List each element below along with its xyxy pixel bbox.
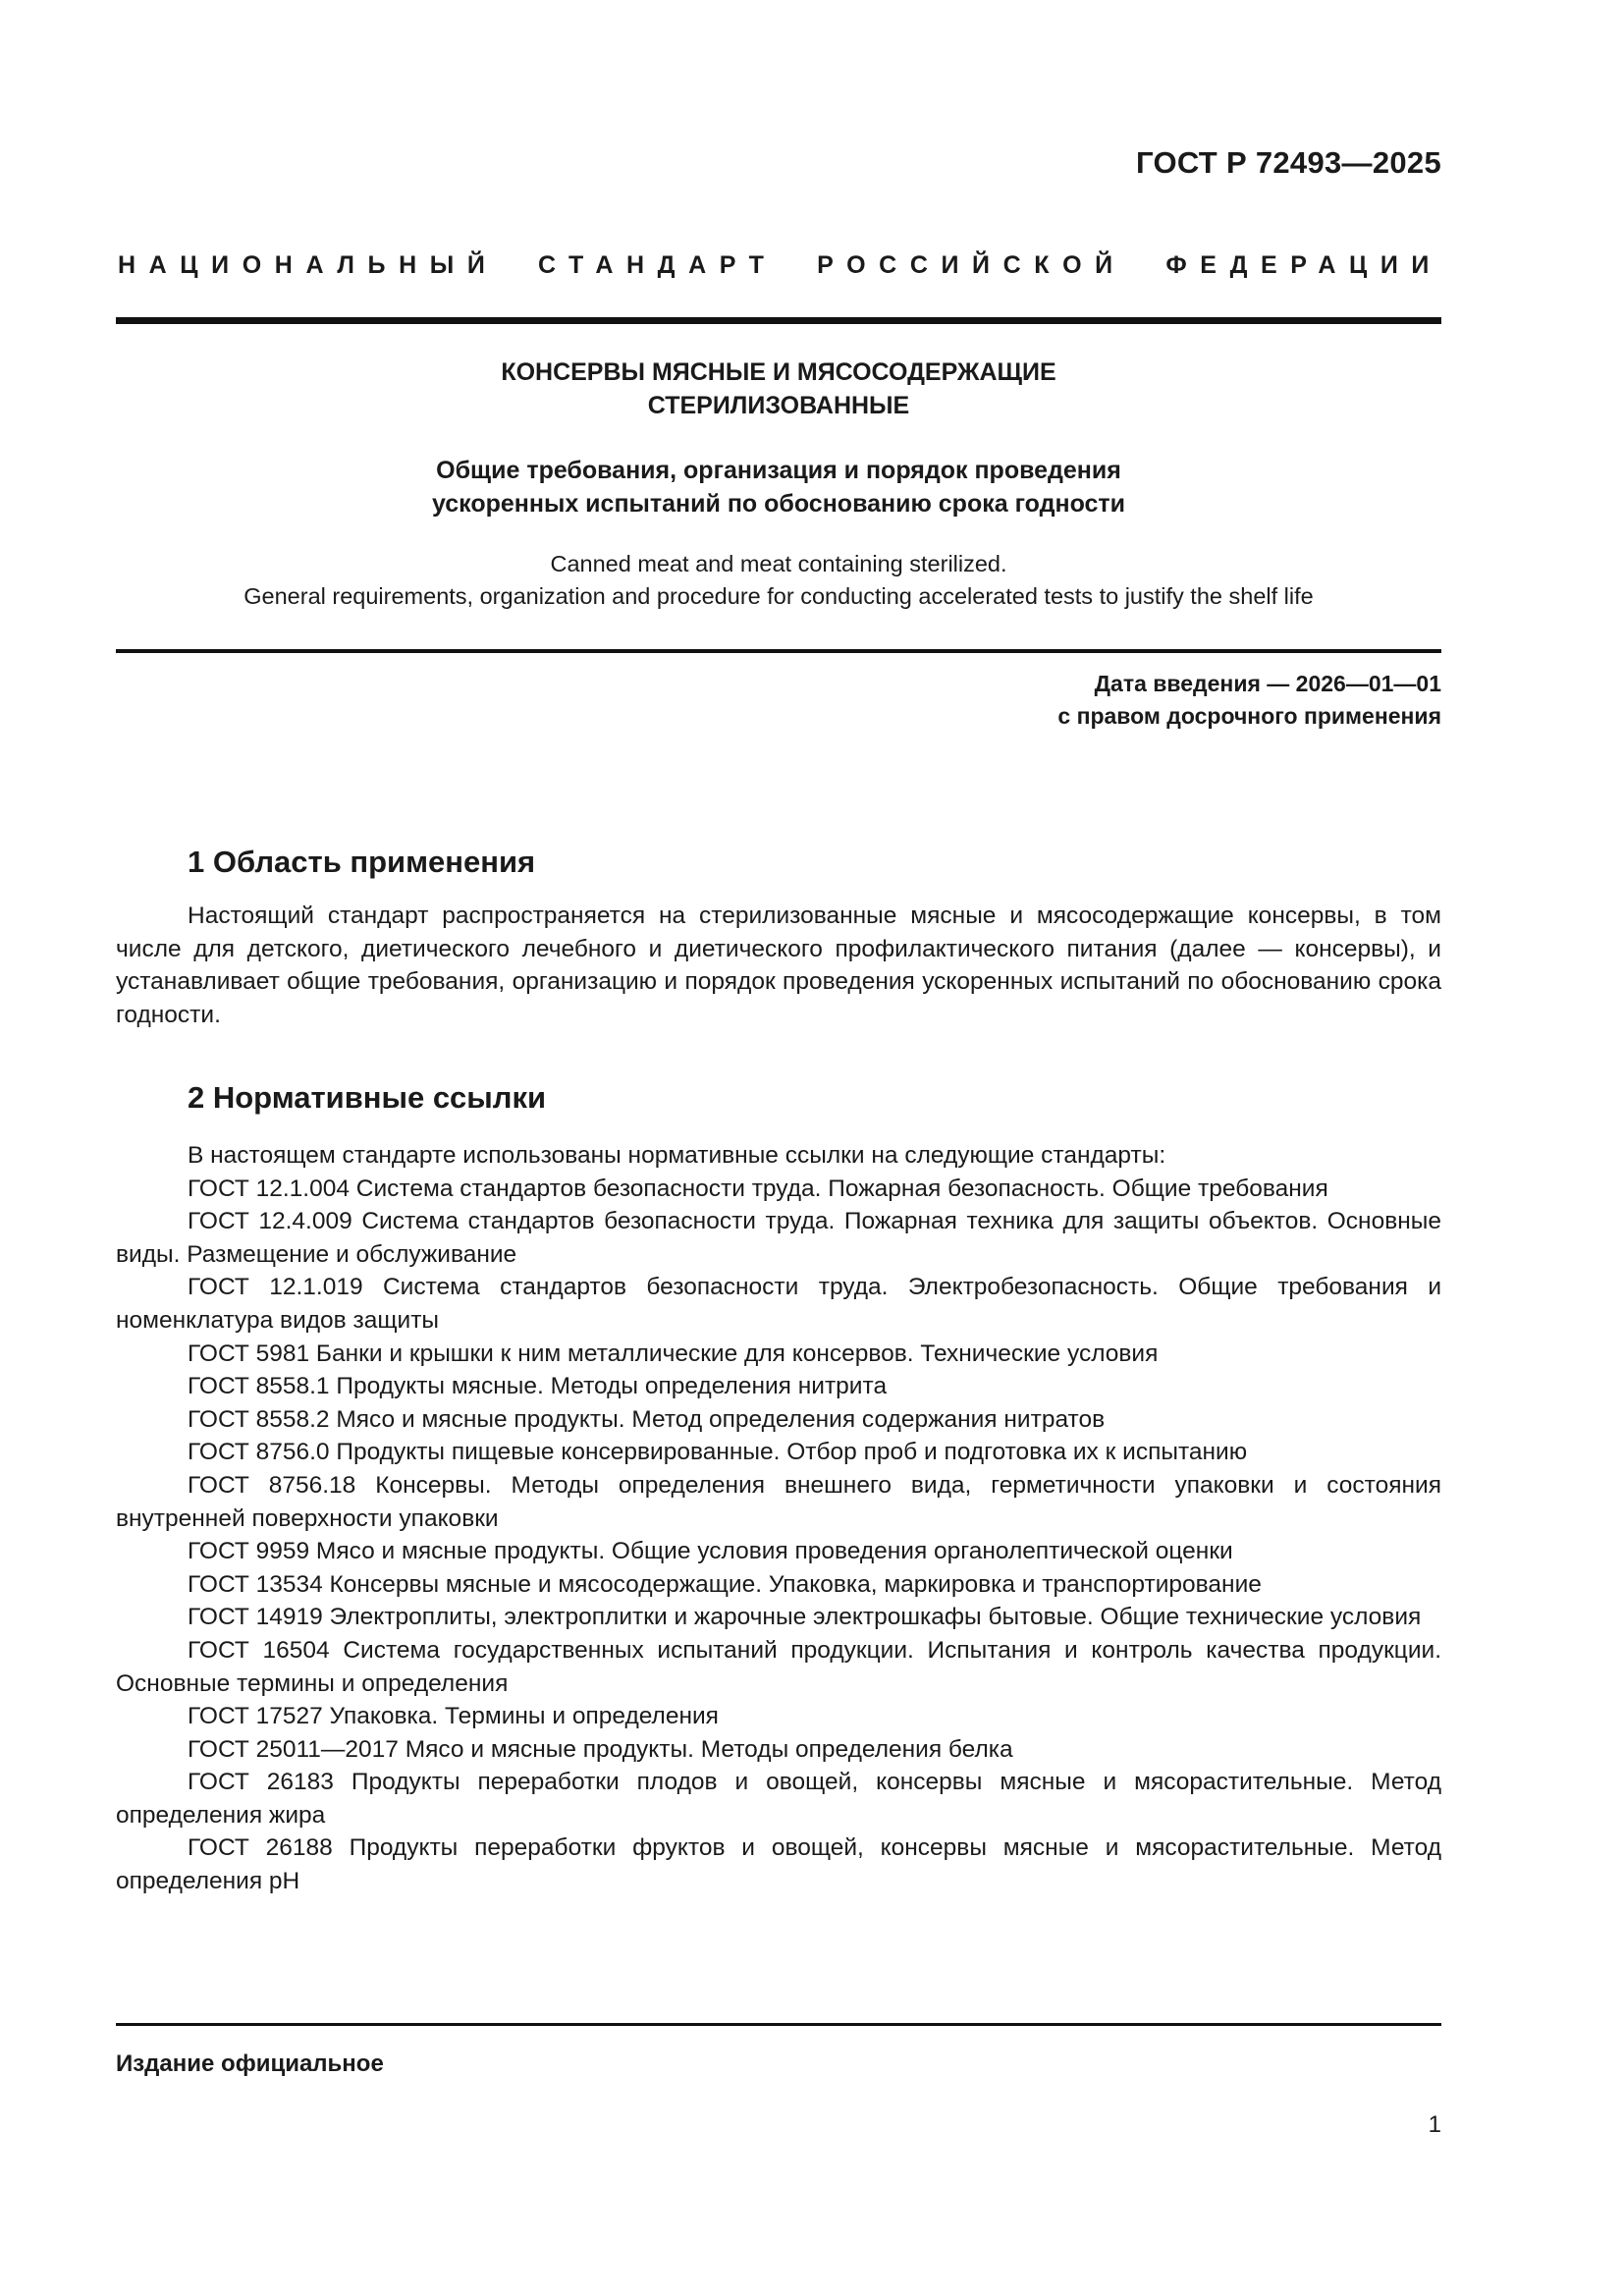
reference-item: ГОСТ 8756.18 Консервы. Методы определения внешнего вида, герметичности упаковки и состояния внутренней поверхности упаковки — [116, 1471, 1441, 1532]
national-standard-caption: НАЦИОНАЛЬНЫЙ СТАНДАРТ РОССИЙСКОЙ ФЕДЕРАЦИИ — [118, 251, 1442, 279]
english-title-line: General requirements, organization and procedure for conducting accelerated tests to justify the shelf life — [243, 583, 1314, 609]
reference-item: ГОСТ 12.1.019 Система стандартов безопасности труда. Электробезопасность. Общие требования и номенклатура видов защиты — [116, 1274, 1441, 1334]
reference-item: ГОСТ 26183 Продукты переработки плодов и овощей, консервы мясные и мясорастительные. Метод определения жира — [116, 1769, 1441, 1829]
scope-paragraph: Настоящий стандарт распространяется на стерилизованные мясные и мясосодержащие консервы, в том числе для детского, диетического лечебного и диетического профилактического питания (далее — консервы), и устанавливает общие требования, организацию и порядок проведения ускоренных испытаний по обоснованию срока годности. — [116, 902, 1441, 1029]
reference-item: ГОСТ 25011—2017 Мясо и мясные продукты. Методы определения белка — [188, 1735, 1013, 1763]
reference-item: ГОСТ 12.1.004 Система стандартов безопасности труда. Пожарная безопасность. Общие требования — [188, 1175, 1328, 1202]
reference-item: ГОСТ 13534 Консервы мясные и мясосодержащие. Упаковка, маркировка и транспортирование — [188, 1570, 1262, 1598]
reference-item: ГОСТ 12.4.009 Система стандартов безопасности труда. Пожарная техника для защиты объектов. Основные виды. Размещение и обслуживание — [116, 1208, 1441, 1268]
english-title-line: Canned meat and meat containing sterilized. — [550, 551, 1007, 576]
reference-item: ГОСТ 8558.2 Мясо и мясные продукты. Метод определения содержания нитратов — [188, 1405, 1106, 1433]
references-lead: В настоящем стандарте использованы нормативные ссылки на следующие стандарты: — [188, 1142, 1166, 1169]
title-line: КОНСЕРВЫ МЯСНЫЕ И МЯСОСОДЕРЖАЩИЕ — [501, 358, 1056, 386]
subtitle-line: Общие требования, организация и порядок проведения — [436, 457, 1121, 484]
introduction-date-line: Дата введения — 2026—01—01 — [1094, 671, 1441, 696]
document-title — [116, 355, 1441, 422]
reference-item: ГОСТ 9959 Мясо и мясные продукты. Общие условия проведения органолептической оценки — [188, 1538, 1233, 1565]
references-list — [116, 1139, 1441, 1898]
section-heading-scope: 1 Область применения — [188, 845, 536, 879]
title-line: СТЕРИЛИЗОВАННЫЕ — [647, 392, 910, 419]
reference-item: ГОСТ 17527 Упаковка. Термины и определения — [188, 1703, 719, 1730]
footer-rule — [116, 2023, 1441, 2026]
subtitle-line: ускоренных испытаний по обоснованию срока годности — [431, 490, 1126, 518]
section-heading-references: 2 Нормативные ссылки — [188, 1080, 547, 1115]
document-number: ГОСТ Р 72493—2025 — [1136, 145, 1441, 180]
page-number: 1 — [1428, 2111, 1441, 2138]
english-title — [116, 548, 1441, 613]
reference-item: ГОСТ 14919 Электроплиты, электроплитки и жарочные электрошкафы бытовые. Общие технические условия — [188, 1604, 1422, 1631]
reference-item: ГОСТ 16504 Система государственных испытаний продукции. Испытания и контроль качества продукции. Основные термины и определения — [116, 1636, 1441, 1697]
reference-item: ГОСТ 26188 Продукты переработки фруктов и овощей, консервы мясные и мясорастительные. Метод определения pH — [116, 1834, 1441, 1895]
document-subtitle — [116, 454, 1441, 520]
reference-item: ГОСТ 8558.1 Продукты мясные. Методы определения нитрита — [188, 1373, 888, 1400]
early-use-line: с правом досрочного применения — [1057, 703, 1441, 729]
title-rule — [116, 649, 1441, 653]
reference-item: ГОСТ 8756.0 Продукты пищевые консервированные. Отбор проб и подготовка их к испытанию — [188, 1439, 1248, 1466]
reference-item: ГОСТ 5981 Банки и крышки к ним металлические для консервов. Технические условия — [188, 1339, 1159, 1367]
official-edition-label: Издание официальное — [116, 2050, 384, 2077]
introduction-date — [1057, 668, 1441, 733]
header-rule — [116, 317, 1441, 324]
